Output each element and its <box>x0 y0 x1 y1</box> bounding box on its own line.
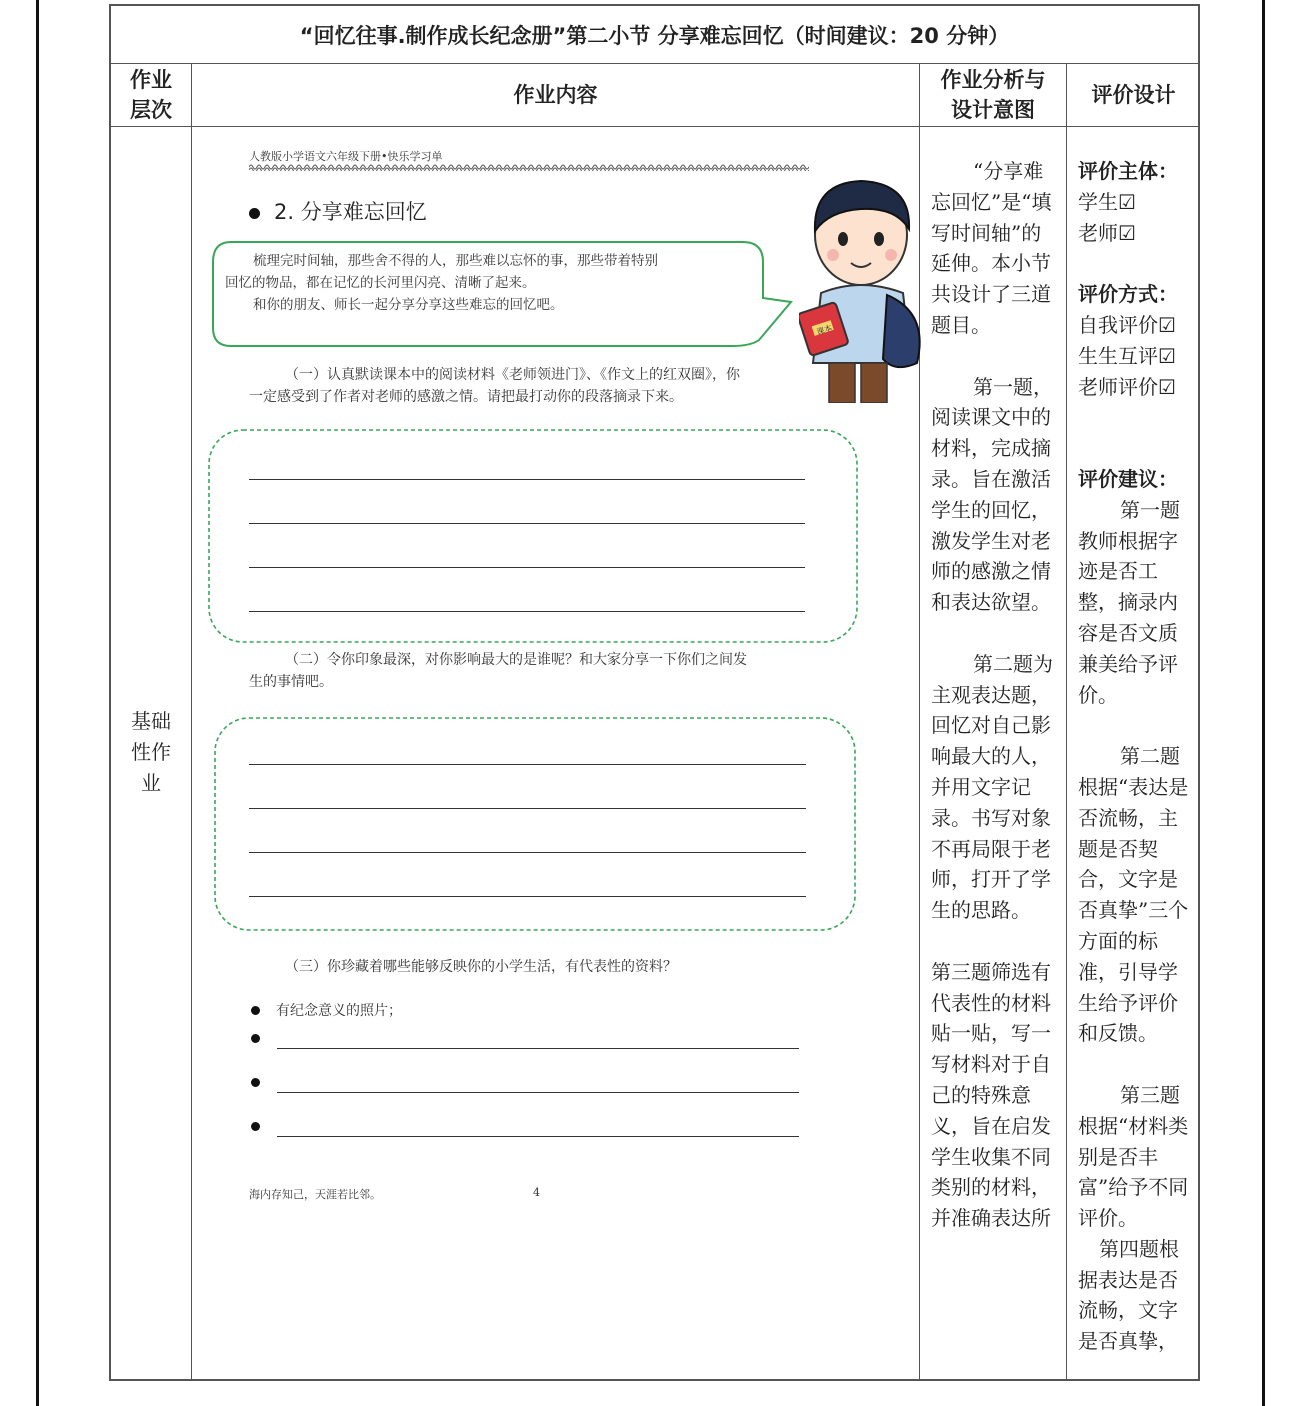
question-2: （二）令你印象最深，对你影响最大的是谁呢？和大家分享一下你们之间发 生的事情吧。 <box>249 652 747 690</box>
analysis-paragraph: 第三题筛选有代表性的材料贴一贴，写一写材料对于自己的特殊意义，旨在启发学生收集不同类别的材料，并准确表达所 <box>931 959 1051 1231</box>
bullet-icon <box>251 1006 260 1015</box>
right-edge-line <box>1262 0 1265 1406</box>
list-item <box>251 1034 276 1043</box>
answer-line[interactable] <box>249 479 805 480</box>
header-evaluation: 评价设计 <box>1067 63 1200 127</box>
answer-line[interactable] <box>277 1092 799 1093</box>
header-content: 作业内容 <box>192 63 919 127</box>
answer-line[interactable] <box>277 1048 799 1049</box>
column-divider <box>191 63 192 1379</box>
question-1: （一）认真默读课本中的阅读材料《老师领进门》、《作文上的红双圈》，你 一定感受到了作者对老师的感激之情。请把最打动你的段落摘录下来。 <box>249 367 740 405</box>
book-label: 课本 <box>815 323 834 337</box>
answer-box-2 <box>213 716 859 932</box>
table-title: “回忆往事.制作成长纪念册”第二小节 分享难忘回忆（时间建议：20 分钟） <box>111 6 1198 64</box>
bullet-icon <box>251 1034 260 1043</box>
eval-advice: 第三题根据“材料类别是否丰富”给予不同评价。 <box>1078 1082 1189 1231</box>
eval-method-item: 老师评价☑ <box>1078 374 1176 399</box>
answer-line[interactable] <box>249 764 806 765</box>
answer-line[interactable] <box>249 611 805 612</box>
analysis-paragraph: “分享难忘回忆”是“填写时间轴”的延伸。本小节共设计了三道题目。 <box>931 159 1052 337</box>
worksheet-footer: 海内存知己，天涯若比邻。 <box>249 1188 381 1201</box>
eval-advice-head: 评价建议： <box>1078 466 1178 491</box>
analysis-paragraph: 第二题为主观表达题，回忆对自己影响最大的人，并用文字记录。书写对象不再局限于老师，打开了学生的思路。 <box>931 651 1053 923</box>
eval-method-head: 评价方式： <box>1078 282 1178 307</box>
bullet-icon <box>251 1122 260 1131</box>
level-cell <box>111 126 191 1379</box>
eval-method-item: 生生互评☑ <box>1078 343 1176 368</box>
eval-subject-head: 评价主体： <box>1078 159 1178 183</box>
list-item: 有纪念意义的照片； <box>251 1000 402 1020</box>
eval-advice: 第四题根据表达是否流畅，文字是否真挚， <box>1078 1236 1179 1354</box>
evaluation-text <box>1078 156 1190 1357</box>
bullet-icon <box>249 208 260 219</box>
header-level: 作业 层次 <box>111 63 191 127</box>
worksheet <box>193 128 921 1228</box>
eval-subject-item: 学生☑ <box>1078 189 1136 214</box>
assignment-table <box>109 4 1200 1381</box>
section-title: 2. 分享难忘回忆 <box>249 196 427 226</box>
student-illustration <box>799 173 929 403</box>
left-edge-line <box>36 0 39 1406</box>
worksheet-header: 人教版小学语文六年级下册•快乐学习单 <box>249 150 443 163</box>
eval-advice: 第二题根据“表达是否流畅，主题是否契合，文字是否真挚”三个方面的标准，引导学生给予评价和反馈。 <box>1078 744 1189 1046</box>
header-analysis: 作业分析与 设计意图 <box>920 63 1066 127</box>
analysis-paragraph: 第一题，阅读课文中的材料，完成摘录。旨在激活学生的回忆，激发学生对老师的感激之情和表达欲望。 <box>931 374 1053 615</box>
bullet-icon <box>251 1078 260 1087</box>
bubble-text: 梳理完时间轴，那些舍不得的人，那些难以忘怀的事，那些带着特别 回忆的物品，都在记忆的长河里闪亮、清晰了起来。 和你的朋友、师长一起分享分享这些难忘的回忆吧。 <box>225 253 658 313</box>
answer-line[interactable] <box>249 523 805 524</box>
page-number: 4 <box>533 1186 540 1199</box>
column-divider <box>1066 63 1067 1379</box>
list-item <box>251 1078 276 1087</box>
answer-line[interactable] <box>249 567 805 568</box>
eval-subject-item: 老师☑ <box>1078 220 1136 245</box>
answer-line[interactable] <box>249 808 806 809</box>
list-item <box>251 1122 276 1131</box>
wavy-divider <box>249 163 809 171</box>
question-3: （三）你珍藏着哪些能够反映你的小学生活，有代表性的资料？ <box>285 959 677 975</box>
answer-line[interactable] <box>277 1136 799 1137</box>
level-value: 基础性作业 <box>131 709 171 795</box>
eval-method-item: 自我评价☑ <box>1078 312 1176 337</box>
eval-advice: 第一题教师根据字迹是否工整，摘录内容是否文质兼美给予评价。 <box>1078 497 1180 707</box>
answer-line[interactable] <box>249 896 806 897</box>
answer-line[interactable] <box>249 852 806 853</box>
analysis-text <box>931 156 1058 1234</box>
